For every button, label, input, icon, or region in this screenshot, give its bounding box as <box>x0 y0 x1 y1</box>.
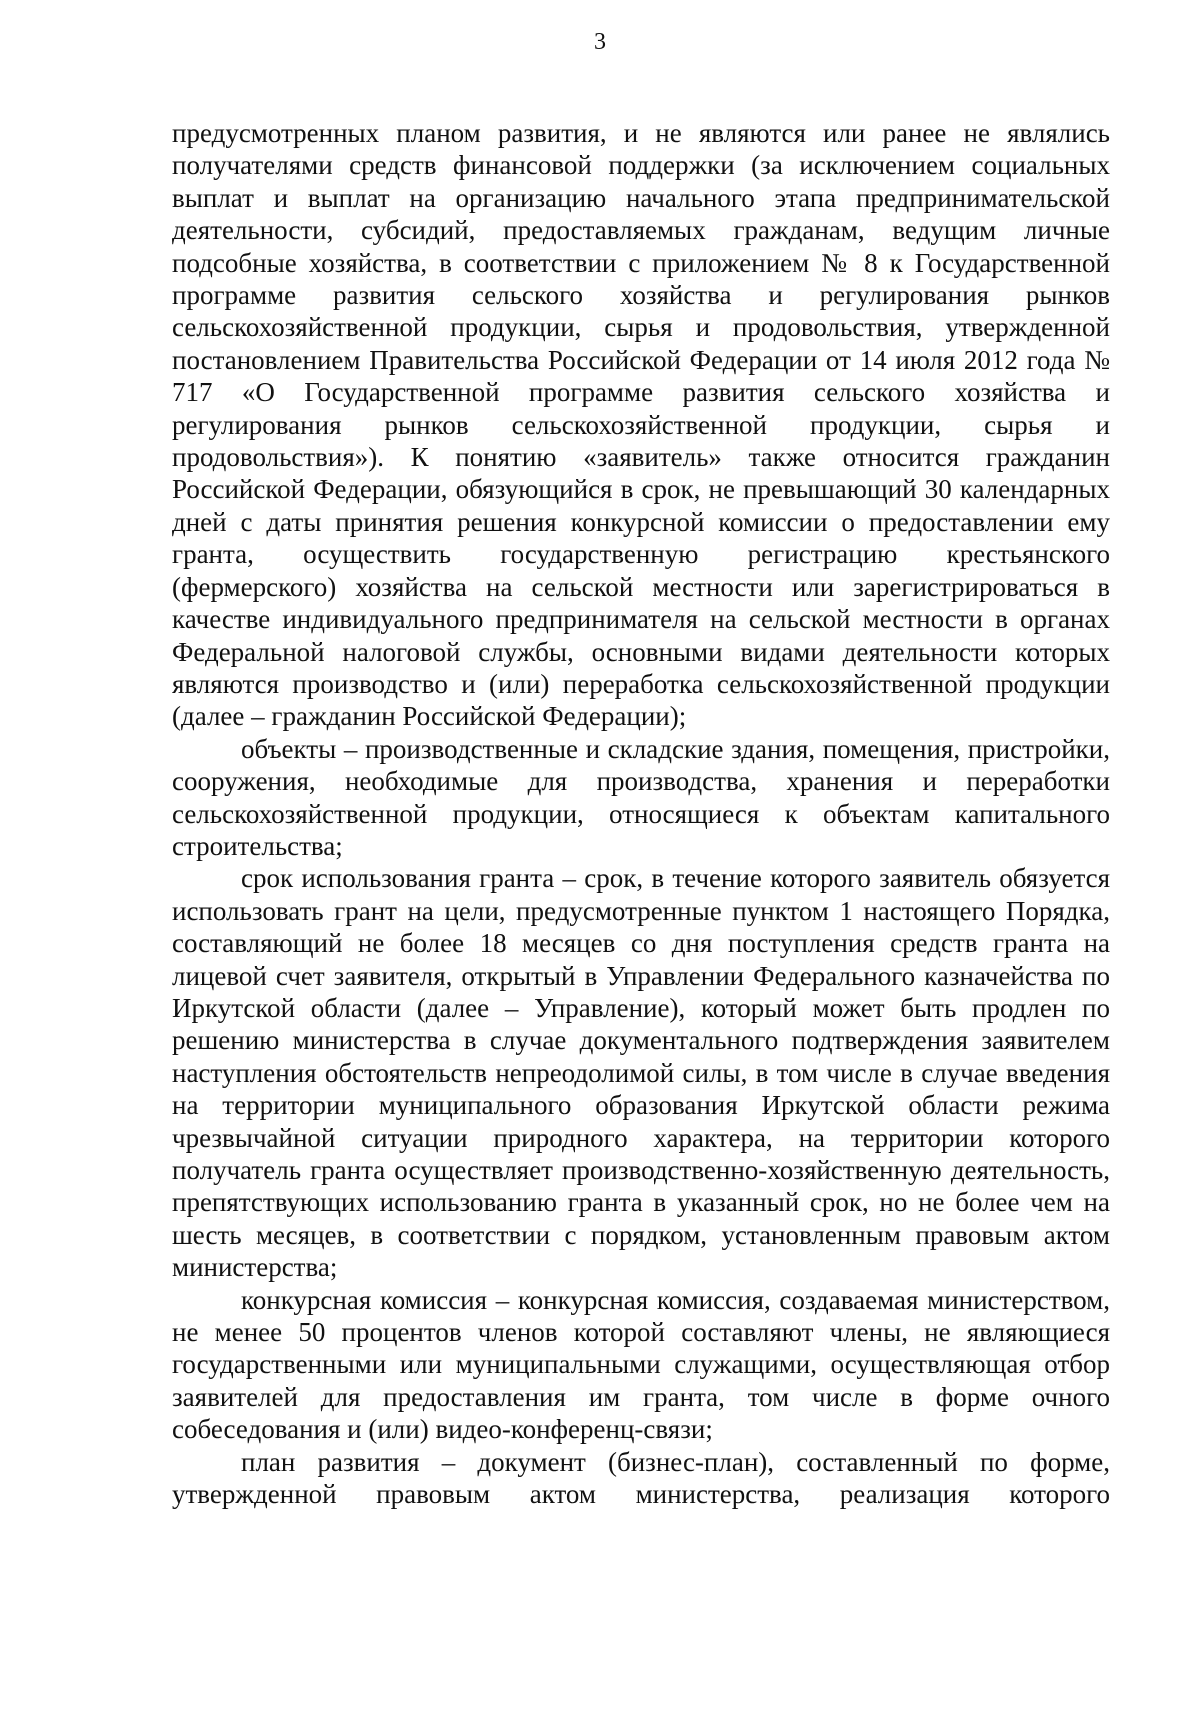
paragraph-applicant-definition-continued: предусмотренных планом развития, и не являются или ранее не являлись получателями средств финансовой поддержки (за исключением социальных выплат и выплат на организацию начального этапа предпринимательской деятельности, субсидий, предоставляемых гражданам, ведущим личные подсобные хозяйства, в соответствии с приложением № 8 к Государственной программе развития сельского хозяйства и регулирования рынков сельскохозяйственной продукции, сырья и продовольствия, утвержденной постановлением Правительства Российской Федерации от 14 июля 2012 года № 717 «О Государственной программе развития сельского хозяйства и регулирования рынков сельскохозяйственной продукции, сырья и продовольствия»). К понятию «заявитель» также относится гражданин Российской Федерации, обязующийся в срок, не превышающий 30 календарных дней с даты принятия решения конкурсной комиссии о предоставлении ему гранта, осуществить государственную регистрацию крестьянского (фермерского) хозяйства на сельской местности или зарегистрироваться в качестве индивидуального предпринимателя на сельской местности в органах Федеральной налоговой службы, основными видами деятельности которых являются производство и (или) переработка сельскохозяйственной продукции (далее – гражданин Российской Федерации); <box>172 118 1110 732</box>
document-body <box>172 117 1110 1510</box>
paragraph-competition-commission-definition: конкурсная комиссия – конкурсная комиссия, создаваемая министерством, не менее 50 процентов членов которой составляют члены, не являющиеся государственными или муниципальными служащими, осуществляющая отбор заявителей для предоставления им гранта, том числе в форме очного собеседования и (или) видео-конференц-связи; <box>172 1284 1110 1445</box>
paragraph-grant-term-definition: срок использования гранта – срок, в течение которого заявитель обязуется использовать грант на цели, предусмотренные пунктом 1 настоящего Порядка, составляющий не более 18 месяцев со дня поступления средств гранта на лицевой счет заявителя, открытый в Управлении Федерального казначейства по Иркутской области (далее – Управление), который может быть продлен по решению министерства в случае документального подтверждения заявителем наступления обстоятельств непреодолимой силы, в том числе в случае введения на территории муниципального образования Иркутской области режима чрезвычайной ситуации природного характера, на территории которого получатель гранта осуществляет производственно-хозяйственную деятельность, препятствующих использованию гранта в указанный срок, но не более чем на шесть месяцев, в соответствии с порядком, установленным правовым актом министерства; <box>172 863 1110 1283</box>
page-number: 3 <box>594 29 606 55</box>
paragraph-objects-definition: объекты – производственные и складские здания, помещения, пристройки, сооружения, необходимые для производства, хранения и переработки сельскохозяйственной продукции, относящиеся к объектам капитального строительства; <box>172 733 1110 861</box>
paragraph-development-plan-definition: план развития – документ (бизнес-план), составленный по форме, утвержденной правовым актом министерства, реализация которого <box>172 1446 1110 1510</box>
